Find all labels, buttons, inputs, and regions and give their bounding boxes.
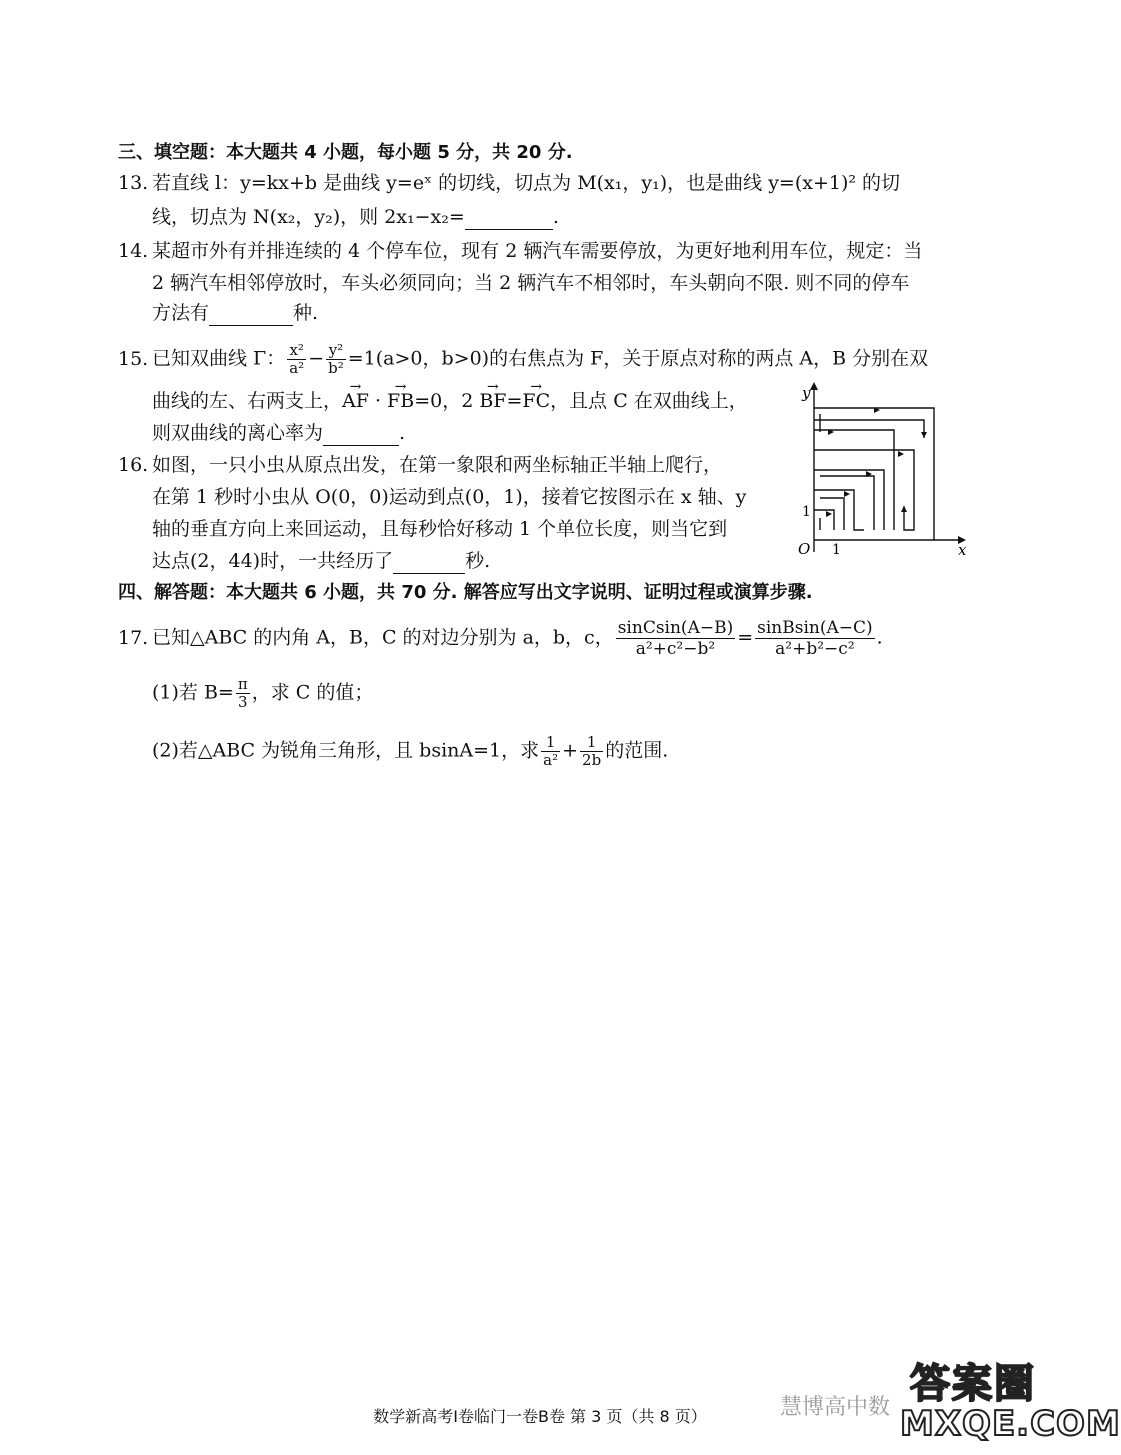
q15-line2 xyxy=(152,388,748,414)
q14-answer-blank xyxy=(209,305,293,326)
q15-minus: − xyxy=(308,347,325,370)
q17-frac-right: $\frac{\text{sinBsin(A−C)}}{\text{a²+b²−c²}}$ xyxy=(757,618,873,659)
q13-answer-blank xyxy=(465,209,553,230)
q17-part1 xyxy=(152,676,373,711)
q17-p1-post: ，求 C 的值； xyxy=(251,681,374,704)
q17-p2-pre: (2)若△ABC 为锐角三角形，且 bsinA=1，求 xyxy=(152,739,540,762)
q17-part2 xyxy=(152,734,668,769)
q15-frac-x: $\frac{\text{x²}}{\text{a²}}$ xyxy=(289,341,305,377)
site-logo xyxy=(900,1352,1121,1448)
fig-origin-label: O xyxy=(798,540,811,558)
q16-text4b: 秒. xyxy=(465,550,491,572)
path-segment-11 xyxy=(814,420,924,438)
q15-mid: =0，2 xyxy=(414,390,480,412)
y-axis-arrow xyxy=(810,382,818,390)
fig-x-tick-1: 1 xyxy=(832,542,841,558)
vector-bf: → BF xyxy=(479,388,506,414)
q13-line2 xyxy=(152,204,559,230)
vector-af: → AF xyxy=(342,388,369,414)
q14-line2: 2 辆汽车相邻停放时，车头必须同向；当 2 辆汽车不相邻时，车头朝向不限. 则不同的停车 xyxy=(152,272,910,294)
q15-text2a: 曲线的左、右两支上， xyxy=(152,390,343,412)
q14-text3b: 种. xyxy=(293,302,319,324)
q13-text1: 若直线 l：y=kx+b 是曲线 y=eˣ 的切线，切点为 M(x₁，y₁)，也是曲线 y=(x+1)² 的切 xyxy=(152,172,901,194)
q15-number: 15. xyxy=(118,347,149,370)
page-footer: 数学新高考Ⅰ卷临门一卷B卷 第 3 页（共 8 页） xyxy=(373,1407,707,1426)
fig-y-tick-1: 1 xyxy=(802,504,811,520)
section4-heading: 四、解答题：本大题共 6 小题，共 70 分. 解答应写出文字说明、证明过程或演算步骤. xyxy=(118,582,813,603)
q13-line1 xyxy=(118,170,900,196)
q14-number: 14. xyxy=(118,240,149,262)
fig-x-label: x xyxy=(958,541,967,559)
arrow-8 xyxy=(901,506,907,512)
watermark-text: 慧博高中数 xyxy=(780,1395,891,1420)
q17-number: 17. xyxy=(118,626,149,649)
path-segment-1 xyxy=(814,510,834,530)
q17-p1-frac: $\frac{\pi}{3}$ xyxy=(237,675,248,711)
vector-fb: → FB xyxy=(387,388,414,414)
q17-p2-frac1: $\frac{1}{\text{a²}}$ xyxy=(543,733,559,769)
q15-line3 xyxy=(152,420,405,446)
q17-pre: 已知△ABC 的内角 A，B，C 的对边分别为 a，b，c， xyxy=(152,626,614,649)
path-segment-6 xyxy=(820,476,874,530)
q16-line3: 轴的垂直方向上来回运动，且每秒恰好移动 1 个单位长度，则当它到 xyxy=(152,518,728,540)
q14-text3a: 方法有 xyxy=(152,302,210,324)
q14-text1: 某超市外有并排连续的 4 个停车位，现有 2 辆汽车需要停放，为更好地利用车位，规定：当 xyxy=(152,240,923,262)
vector-fc: → FC xyxy=(522,388,550,414)
arrow-1 xyxy=(826,511,832,517)
q14-line3 xyxy=(152,300,318,326)
arrow-4 xyxy=(898,451,904,457)
bug-path-figure xyxy=(792,380,972,560)
q17-stem xyxy=(118,618,883,659)
q16-text4a: 达点(2，44)时，一共经历了 xyxy=(152,550,394,572)
logo-bottom-text: MXQE.COM xyxy=(900,1404,1121,1444)
q17-p1-pre: (1)若 B= xyxy=(152,681,234,704)
q16-line2: 在第 1 秒时小虫从 O(0，0)运动到点(0，1)，接着它按图示在 x 轴、y xyxy=(152,486,747,508)
q17-p2-plus: + xyxy=(562,739,579,762)
q16-line1 xyxy=(118,452,722,478)
q16-line4 xyxy=(152,548,490,574)
arrow-2 xyxy=(844,491,850,497)
q15-eq: = xyxy=(506,390,523,412)
q17-period: . xyxy=(876,626,883,649)
q17-eq: = xyxy=(737,626,754,649)
q13-period: . xyxy=(552,206,559,228)
fig-y-label: y xyxy=(802,384,811,402)
q15-line1 xyxy=(118,342,928,377)
q15-period: . xyxy=(399,422,406,444)
section3-heading: 三、填空题：本大题共 4 小题，每小题 5 分，共 20 分. xyxy=(118,142,573,163)
q16-text1: 如图，一只小虫从原点出发，在第一象限和两坐标轴正半轴上爬行， xyxy=(152,454,723,476)
q16-number: 16. xyxy=(118,454,149,476)
q14-line1 xyxy=(118,238,922,264)
arrow-7 xyxy=(921,432,927,438)
q17-frac-left: $\frac{\text{sinCsin(A−B)}}{\text{a²+c²−b²}}$ xyxy=(617,618,734,659)
q15-post: =1(a>0，b>0)的右焦点为 F，关于原点对称的两点 A，B 分别在双 xyxy=(347,347,929,370)
q15-dot: · xyxy=(368,390,388,412)
q17-p2-frac2: $\frac{1}{2b}$ xyxy=(582,733,602,769)
q15-pre: 已知双曲线 Γ： xyxy=(152,347,286,370)
q15-text2b: ，且点 C 在双曲线上， xyxy=(550,390,748,412)
q15-frac-y: $\frac{\text{y²}}{\text{b²}}$ xyxy=(328,341,344,377)
q17-p2-post: 的范围. xyxy=(605,739,669,762)
q13-text2: 线，切点为 N(x₂，y₂)，则 2x₁−x₂= xyxy=(152,206,465,228)
logo-top-text: 答案圈 xyxy=(910,1361,1036,1407)
q13-number: 13. xyxy=(118,172,149,194)
q15-text3a: 则双曲线的离心率为 xyxy=(152,422,324,444)
q16-answer-blank xyxy=(393,553,465,574)
q15-answer-blank xyxy=(323,425,399,446)
